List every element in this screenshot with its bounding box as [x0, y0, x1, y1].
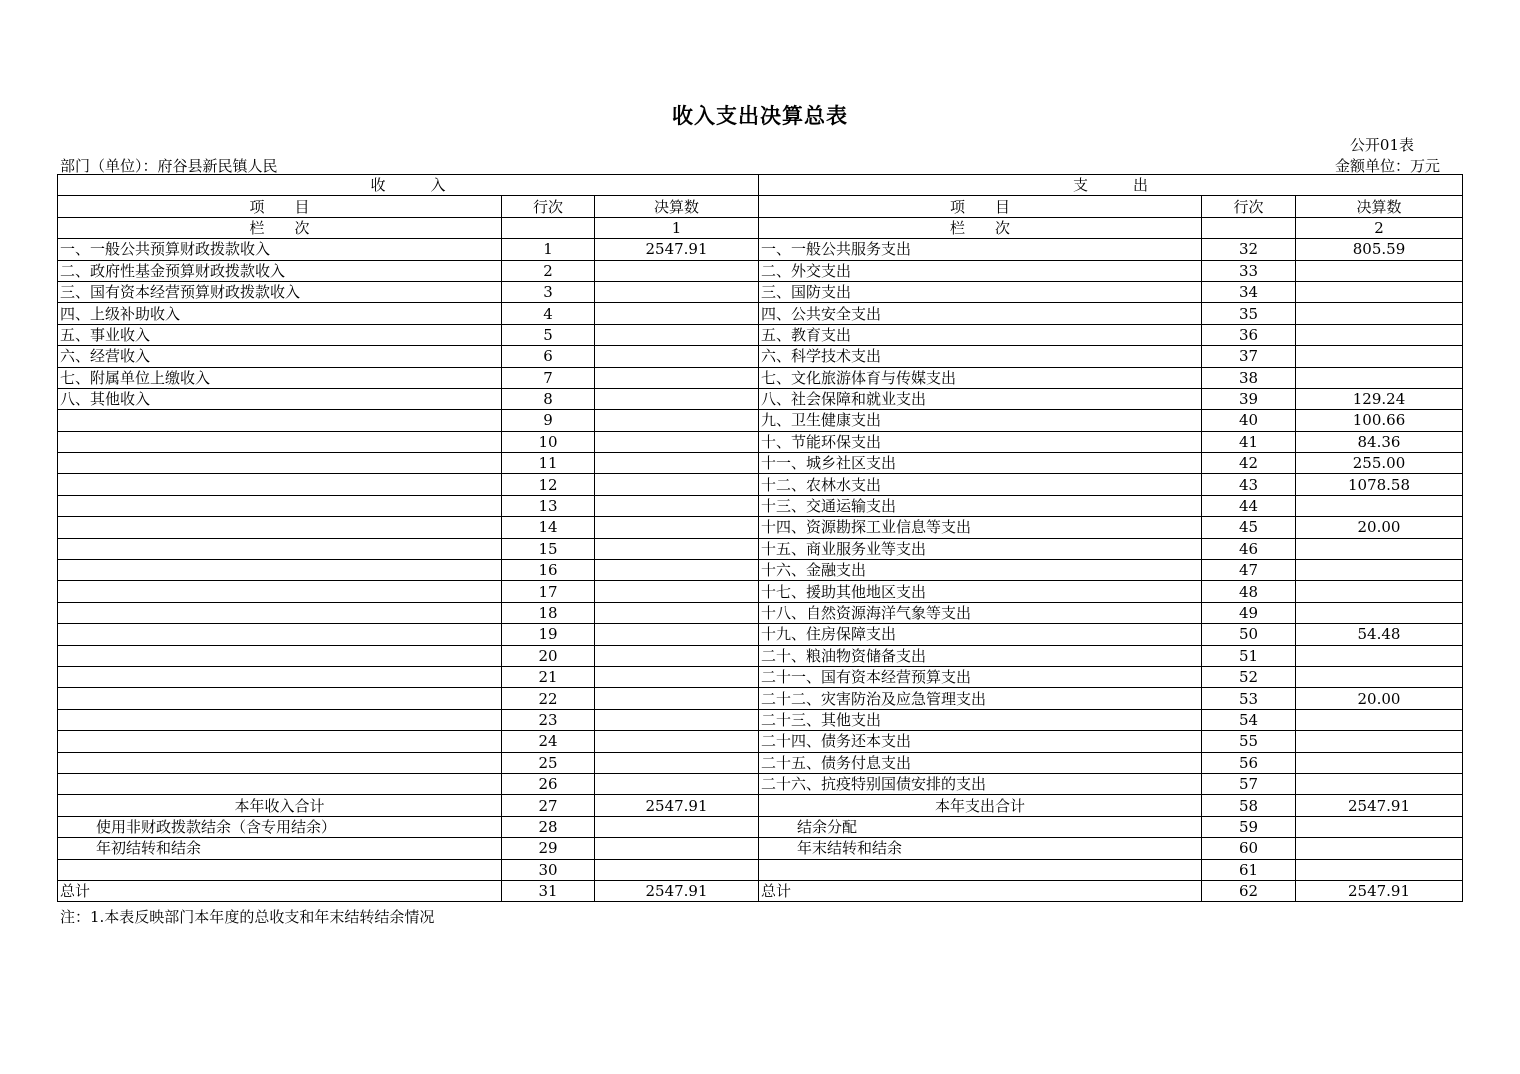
expense-item-cell: 年末结转和结余 — [759, 838, 1202, 859]
expense-row-no-cell: 59 — [1202, 816, 1296, 837]
expense-col-blank — [1202, 217, 1296, 238]
income-col-label: 栏 次 — [58, 217, 502, 238]
expense-row-no-cell: 39 — [1202, 388, 1296, 409]
income-amount-cell — [595, 581, 759, 602]
income-amount-cell — [595, 281, 759, 302]
expense-amount-cell — [1296, 324, 1463, 345]
expense-item-header: 项 目 — [759, 196, 1202, 217]
income-item-cell: 本年收入合计 — [58, 795, 502, 816]
income-item-cell — [58, 752, 502, 773]
income-row-no-header: 行次 — [502, 196, 595, 217]
income-amount-cell — [595, 495, 759, 516]
income-item-cell — [58, 495, 502, 516]
income-amount-cell — [595, 838, 759, 859]
expense-item-cell: 二十一、国有资本经营预算支出 — [759, 666, 1202, 687]
income-amount-cell — [595, 346, 759, 367]
expense-amount-cell: 255.00 — [1296, 453, 1463, 474]
income-row-no-cell: 14 — [502, 517, 595, 538]
income-item-cell — [58, 538, 502, 559]
income-row-no-cell: 23 — [502, 709, 595, 730]
income-row-no-cell: 3 — [502, 281, 595, 302]
income-item-cell: 使用非财政拨款结余（含专用结余） — [58, 816, 502, 837]
form-number: 公开01表 — [1349, 136, 1414, 154]
income-row-no-cell: 1 — [502, 239, 595, 260]
expense-amount-cell — [1296, 752, 1463, 773]
income-row-no-cell: 15 — [502, 538, 595, 559]
expense-row-no-cell: 35 — [1202, 303, 1296, 324]
income-row-no-cell: 25 — [502, 752, 595, 773]
budget-summary-table — [57, 174, 1463, 902]
income-row-no-cell: 9 — [502, 410, 595, 431]
expense-row-no-cell: 38 — [1202, 367, 1296, 388]
income-amount-cell: 2547.91 — [595, 880, 759, 901]
expense-item-cell: 十九、住房保障支出 — [759, 624, 1202, 645]
page-title: 收入支出决算总表 — [672, 103, 848, 128]
expense-section-header: 支 出 — [759, 175, 1463, 196]
expense-amount-cell: 100.66 — [1296, 410, 1463, 431]
income-amount-cell — [595, 388, 759, 409]
expense-item-cell: 二十六、抗疫特别国债安排的支出 — [759, 773, 1202, 794]
expense-item-cell: 四、公共安全支出 — [759, 303, 1202, 324]
expense-row-no-cell: 32 — [1202, 239, 1296, 260]
expense-amount-cell — [1296, 859, 1463, 880]
income-section-header: 收 入 — [58, 175, 759, 196]
table-row — [58, 838, 1463, 859]
income-row-no-cell: 13 — [502, 495, 595, 516]
income-item-cell: 年初结转和结余 — [58, 838, 502, 859]
column-header-row — [58, 196, 1463, 217]
expense-item-cell: 十五、商业服务业等支出 — [759, 538, 1202, 559]
expense-row-no-cell: 45 — [1202, 517, 1296, 538]
income-row-no-cell: 27 — [502, 795, 595, 816]
expense-amount-cell — [1296, 260, 1463, 281]
income-item-cell — [58, 645, 502, 666]
expense-amount-header: 决算数 — [1296, 196, 1463, 217]
income-row-no-cell: 6 — [502, 346, 595, 367]
expense-amount-cell: 1078.58 — [1296, 474, 1463, 495]
expense-item-cell: 十八、自然资源海洋气象等支出 — [759, 602, 1202, 623]
expense-amount-cell — [1296, 773, 1463, 794]
expense-item-cell: 十四、资源勘探工业信息等支出 — [759, 517, 1202, 538]
income-amount-cell — [595, 773, 759, 794]
income-row-no-cell: 26 — [502, 773, 595, 794]
footnote: 注：1.本表反映部门本年度的总收支和年末结转结余情况 — [60, 908, 435, 926]
income-row-no-cell: 8 — [502, 388, 595, 409]
expense-row-no-cell: 49 — [1202, 602, 1296, 623]
expense-item-cell: 二、外交支出 — [759, 260, 1202, 281]
expense-row-no-cell: 48 — [1202, 581, 1296, 602]
expense-row-no-cell: 41 — [1202, 431, 1296, 452]
expense-item-cell: 二十三、其他支出 — [759, 709, 1202, 730]
expense-amount-cell: 54.48 — [1296, 624, 1463, 645]
income-item-cell: 总计 — [58, 880, 502, 901]
expense-amount-cell — [1296, 709, 1463, 730]
expense-item-cell: 九、卫生健康支出 — [759, 410, 1202, 431]
income-row-no-cell: 29 — [502, 838, 595, 859]
expense-item-cell: 十三、交通运输支出 — [759, 495, 1202, 516]
expense-row-no-cell: 46 — [1202, 538, 1296, 559]
expense-col-label: 栏 次 — [759, 217, 1202, 238]
expense-amount-cell — [1296, 303, 1463, 324]
income-item-cell: 四、上级补助收入 — [58, 303, 502, 324]
expense-amount-cell — [1296, 666, 1463, 687]
section-header-row — [58, 175, 1463, 196]
income-row-no-cell: 10 — [502, 431, 595, 452]
expense-amount-cell: 20.00 — [1296, 517, 1463, 538]
income-amount-cell — [595, 453, 759, 474]
table-row — [58, 239, 1463, 260]
income-amount-cell — [595, 474, 759, 495]
table-row — [58, 346, 1463, 367]
income-amount-cell — [595, 431, 759, 452]
expense-row-no-cell: 60 — [1202, 838, 1296, 859]
income-row-no-cell: 21 — [502, 666, 595, 687]
expense-row-no-cell: 56 — [1202, 752, 1296, 773]
expense-row-no-cell: 62 — [1202, 880, 1296, 901]
income-item-cell — [58, 602, 502, 623]
table-row — [58, 709, 1463, 730]
expense-item-cell: 三、国防支出 — [759, 281, 1202, 302]
income-amount-cell — [595, 303, 759, 324]
expense-item-cell: 八、社会保障和就业支出 — [759, 388, 1202, 409]
income-amount-cell — [595, 517, 759, 538]
table-row — [58, 495, 1463, 516]
table-row — [58, 773, 1463, 794]
expense-amount-cell — [1296, 731, 1463, 752]
expense-amount-cell — [1296, 838, 1463, 859]
expense-item-cell: 总计 — [759, 880, 1202, 901]
expense-row-no-cell: 54 — [1202, 709, 1296, 730]
income-amount-cell — [595, 709, 759, 730]
expense-amount-cell — [1296, 602, 1463, 623]
expense-amount-cell — [1296, 346, 1463, 367]
income-item-cell: 三、国有资本经营预算财政拨款收入 — [58, 281, 502, 302]
income-amount-cell — [595, 410, 759, 431]
table-row — [58, 538, 1463, 559]
expense-item-cell: 十六、金融支出 — [759, 560, 1202, 581]
income-row-no-cell: 31 — [502, 880, 595, 901]
expense-row-no-cell: 57 — [1202, 773, 1296, 794]
expense-item-cell: 十一、城乡社区支出 — [759, 453, 1202, 474]
expense-row-no-cell: 52 — [1202, 666, 1296, 687]
expense-item-cell: 二十、粮油物资储备支出 — [759, 645, 1202, 666]
expense-item-cell: 本年支出合计 — [759, 795, 1202, 816]
income-amount-cell — [595, 538, 759, 559]
expense-row-no-header: 行次 — [1202, 196, 1296, 217]
table-row — [58, 431, 1463, 452]
expense-row-no-cell: 43 — [1202, 474, 1296, 495]
income-amount-cell — [595, 731, 759, 752]
income-item-cell: 五、事业收入 — [58, 324, 502, 345]
expense-item-cell: 二十五、债务付息支出 — [759, 752, 1202, 773]
expense-item-cell: 一、一般公共服务支出 — [759, 239, 1202, 260]
income-item-cell — [58, 560, 502, 581]
income-item-cell — [58, 731, 502, 752]
income-item-cell: 二、政府性基金预算财政拨款收入 — [58, 260, 502, 281]
income-amount-cell: 2547.91 — [595, 239, 759, 260]
table-row — [58, 260, 1463, 281]
expense-amount-cell — [1296, 645, 1463, 666]
expense-amount-cell — [1296, 581, 1463, 602]
expense-amount-cell: 129.24 — [1296, 388, 1463, 409]
income-amount-cell — [595, 560, 759, 581]
expense-item-cell — [759, 859, 1202, 880]
table-row — [58, 859, 1463, 880]
income-item-header: 项 目 — [58, 196, 502, 217]
expense-item-cell: 六、科学技术支出 — [759, 346, 1202, 367]
expense-amount-cell — [1296, 495, 1463, 516]
expense-row-no-cell: 58 — [1202, 795, 1296, 816]
table-row — [58, 624, 1463, 645]
expense-col-index: 2 — [1296, 217, 1463, 238]
expense-row-no-cell: 50 — [1202, 624, 1296, 645]
expense-amount-cell: 2547.91 — [1296, 795, 1463, 816]
income-item-cell — [58, 581, 502, 602]
expense-row-no-cell: 47 — [1202, 560, 1296, 581]
table-row — [58, 560, 1463, 581]
expense-amount-cell — [1296, 281, 1463, 302]
income-col-index: 1 — [595, 217, 759, 238]
income-row-no-cell: 19 — [502, 624, 595, 645]
table-row — [58, 303, 1463, 324]
expense-item-cell: 结余分配 — [759, 816, 1202, 837]
expense-item-cell: 十七、援助其他地区支出 — [759, 581, 1202, 602]
income-amount-cell — [595, 816, 759, 837]
income-item-cell — [58, 410, 502, 431]
expense-item-cell: 二十四、债务还本支出 — [759, 731, 1202, 752]
income-row-no-cell: 20 — [502, 645, 595, 666]
income-row-no-cell: 18 — [502, 602, 595, 623]
income-item-cell — [58, 773, 502, 794]
income-item-cell — [58, 474, 502, 495]
table-body — [58, 239, 1463, 902]
expense-amount-cell — [1296, 816, 1463, 837]
table-row — [58, 517, 1463, 538]
table-row — [58, 581, 1463, 602]
expense-row-no-cell: 53 — [1202, 688, 1296, 709]
column-index-row — [58, 217, 1463, 238]
expense-row-no-cell: 40 — [1202, 410, 1296, 431]
income-amount-cell: 2547.91 — [595, 795, 759, 816]
income-row-no-cell: 17 — [502, 581, 595, 602]
table-row — [58, 795, 1463, 816]
expense-row-no-cell: 34 — [1202, 281, 1296, 302]
expense-row-no-cell: 44 — [1202, 495, 1296, 516]
income-col-blank — [502, 217, 595, 238]
expense-row-no-cell: 42 — [1202, 453, 1296, 474]
income-item-cell: 六、经营收入 — [58, 346, 502, 367]
income-item-cell — [58, 431, 502, 452]
table-row — [58, 281, 1463, 302]
income-amount-header: 决算数 — [595, 196, 759, 217]
expense-item-cell: 七、文化旅游体育与传媒支出 — [759, 367, 1202, 388]
table-row — [58, 367, 1463, 388]
table-row — [58, 410, 1463, 431]
income-item-cell — [58, 709, 502, 730]
income-amount-cell — [595, 859, 759, 880]
table-row — [58, 388, 1463, 409]
table-row — [58, 752, 1463, 773]
expense-row-no-cell: 51 — [1202, 645, 1296, 666]
income-row-no-cell: 22 — [502, 688, 595, 709]
income-row-no-cell: 11 — [502, 453, 595, 474]
expense-row-no-cell: 55 — [1202, 731, 1296, 752]
expense-amount-cell — [1296, 560, 1463, 581]
department-label: 部门（单位）：府谷县新民镇人民 — [60, 157, 278, 175]
expense-item-cell: 五、教育支出 — [759, 324, 1202, 345]
expense-item-cell: 十二、农林水支出 — [759, 474, 1202, 495]
income-item-cell — [58, 688, 502, 709]
income-row-no-cell: 4 — [502, 303, 595, 324]
table-row — [58, 453, 1463, 474]
income-row-no-cell: 12 — [502, 474, 595, 495]
table-row — [58, 666, 1463, 687]
expense-row-no-cell: 36 — [1202, 324, 1296, 345]
income-item-cell — [58, 666, 502, 687]
expense-amount-cell — [1296, 367, 1463, 388]
expense-item-cell: 二十二、灾害防治及应急管理支出 — [759, 688, 1202, 709]
table-row — [58, 688, 1463, 709]
income-amount-cell — [595, 324, 759, 345]
expense-amount-cell: 20.00 — [1296, 688, 1463, 709]
income-amount-cell — [595, 624, 759, 645]
table-row — [58, 880, 1463, 901]
income-item-cell: 一、一般公共预算财政拨款收入 — [58, 239, 502, 260]
income-row-no-cell: 24 — [502, 731, 595, 752]
income-item-cell — [58, 859, 502, 880]
income-item-cell: 八、其他收入 — [58, 388, 502, 409]
income-amount-cell — [595, 602, 759, 623]
income-item-cell: 七、附属单位上缴收入 — [58, 367, 502, 388]
amount-unit-label: 金额单位：万元 — [1334, 157, 1440, 175]
income-row-no-cell: 5 — [502, 324, 595, 345]
income-item-cell — [58, 453, 502, 474]
expense-amount-cell: 2547.91 — [1296, 880, 1463, 901]
income-item-cell — [58, 517, 502, 538]
income-row-no-cell: 7 — [502, 367, 595, 388]
income-amount-cell — [595, 752, 759, 773]
expense-row-no-cell: 33 — [1202, 260, 1296, 281]
income-amount-cell — [595, 260, 759, 281]
expense-amount-cell: 805.59 — [1296, 239, 1463, 260]
table-row — [58, 645, 1463, 666]
income-amount-cell — [595, 645, 759, 666]
expense-amount-cell — [1296, 538, 1463, 559]
income-amount-cell — [595, 688, 759, 709]
income-row-no-cell: 30 — [502, 859, 595, 880]
table-row — [58, 324, 1463, 345]
expense-row-no-cell: 61 — [1202, 859, 1296, 880]
table-row — [58, 474, 1463, 495]
expense-row-no-cell: 37 — [1202, 346, 1296, 367]
expense-item-cell: 十、节能环保支出 — [759, 431, 1202, 452]
table-row — [58, 731, 1463, 752]
income-item-cell — [58, 624, 502, 645]
expense-amount-cell: 84.36 — [1296, 431, 1463, 452]
table-row — [58, 816, 1463, 837]
income-row-no-cell: 28 — [502, 816, 595, 837]
income-amount-cell — [595, 367, 759, 388]
table-row — [58, 602, 1463, 623]
income-amount-cell — [595, 666, 759, 687]
income-row-no-cell: 16 — [502, 560, 595, 581]
income-row-no-cell: 2 — [502, 260, 595, 281]
